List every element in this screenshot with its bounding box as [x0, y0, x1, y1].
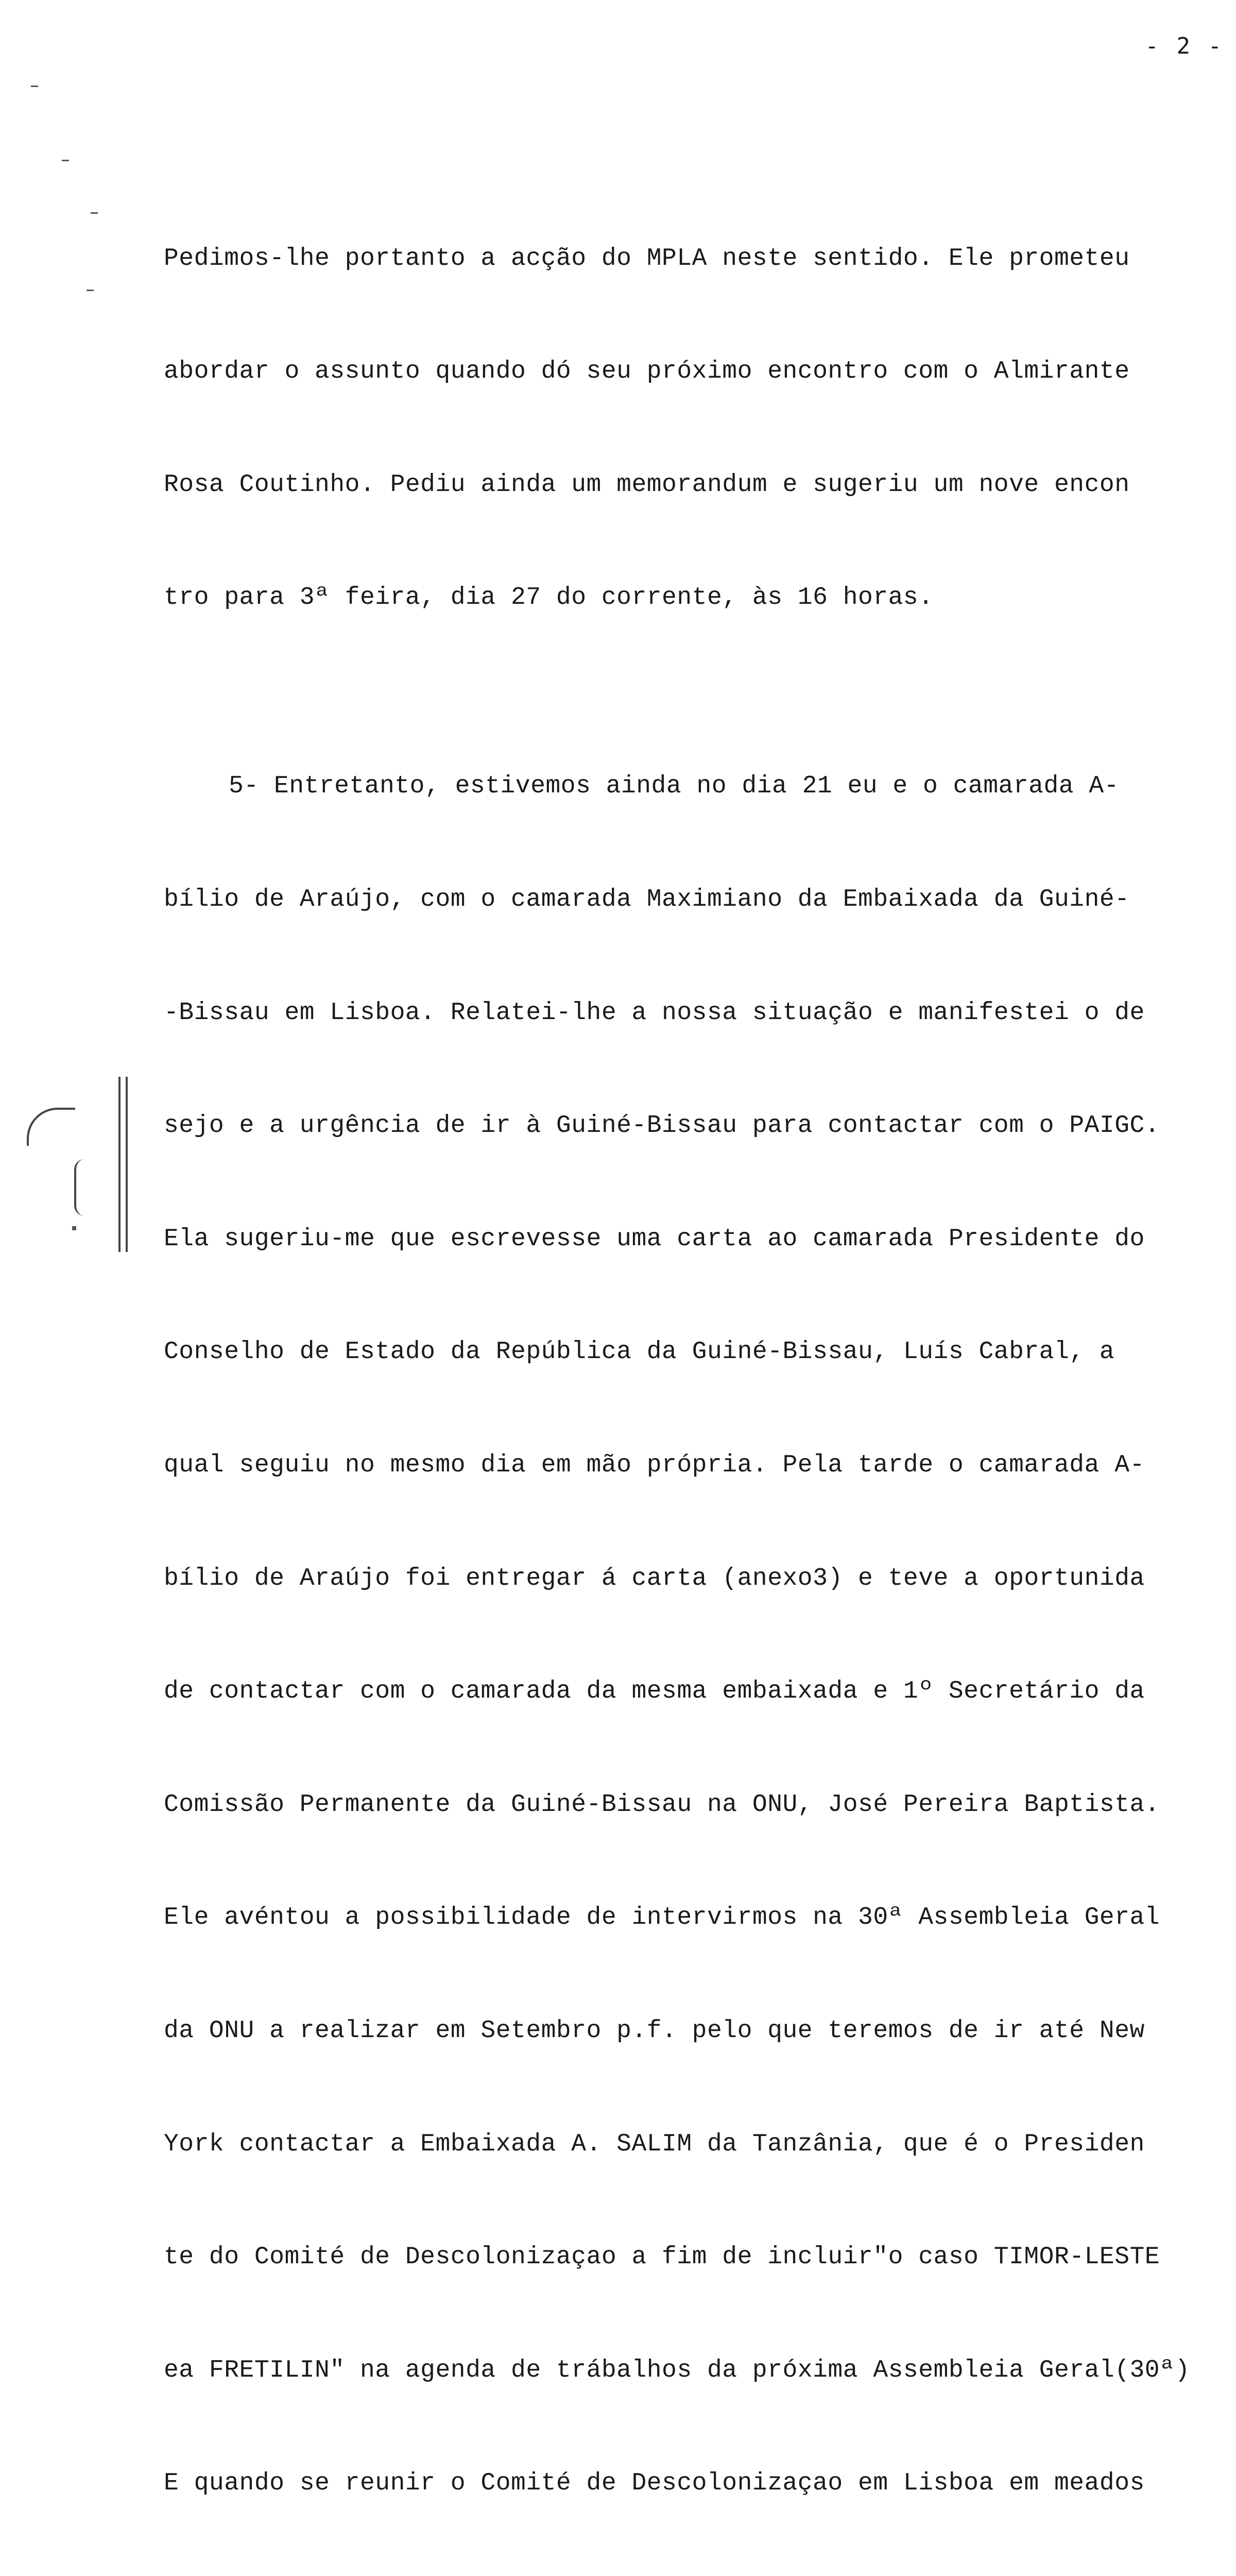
text-line: Ela sugeriu-me que escrevesse uma carta ao camarada Presidente do	[164, 1225, 1145, 1253]
margin-tick	[91, 212, 98, 214]
text-line: ea FRETILIN" na agenda de trábalhos da próxima Assembleia Geral(30ª)	[164, 2356, 1190, 2384]
margin-bracket	[27, 1108, 75, 1146]
text-line: bílio de Araújo foi entregar á carta (anexo3) e teve a oportunida	[164, 1564, 1145, 1592]
text-line: Rosa Coutinho. Pediu ainda um memorandum e sugeriu um nove encon	[164, 470, 1130, 499]
margin-tick	[31, 86, 38, 87]
text-line: da ONU a realizar em Setembro p.f. pelo que teremos de ir até New	[164, 2016, 1145, 2045]
margin-double-line	[118, 1077, 128, 1252]
text-line: Ele avéntou a possibilidade de intervirmos na 30ª Assembleia Geral	[164, 1904, 1160, 1932]
text-line: te do Comité de Descolonizaçao a fim de incluir"o caso TIMOR-LESTE	[164, 2243, 1160, 2272]
text-line: abordar o assunto quando dó seu próximo encontro com o Almirante	[164, 358, 1130, 386]
text-line: sejo e a urgência de ir à Guiné-Bissau para contactar com o PAIGC.	[164, 1112, 1160, 1140]
margin-tick	[62, 160, 69, 161]
typed-letter-body	[164, 127, 1214, 2576]
margin-tick	[72, 1226, 76, 1230]
text-line: 5- Entretanto, estivemos ainda no dia 21 eu e o camarada A-	[229, 772, 1119, 801]
page-number: - 2 -	[1145, 33, 1224, 59]
text-line: de contactar com o camarada da mesma embaixada e 1º Secretário da	[164, 1677, 1145, 1706]
text-line: Conselho de Estado da República da Guiné-Bissau, Luís Cabral, a	[164, 1338, 1115, 1366]
text-line: York contactar a Embaixada A. SALIM da Tanzânia, que é o Presiden	[164, 2130, 1145, 2158]
text-line: bílio de Araújo, com o camarada Maximiano da Embaixada da Guiné-	[164, 885, 1130, 913]
margin-bracket	[74, 1159, 87, 1216]
text-line: Pedimos-lhe portanto a acção do MPLA neste sentido. Ele prometeu	[164, 244, 1130, 273]
text-line: E quando se reunir o Comité de Descolonizaçao em Lisboa em meados	[164, 2469, 1145, 2498]
text-line: qual seguiu no mesmo dia em mão própria. Pela tarde o camarada A-	[164, 1451, 1145, 1479]
text-line: tro para 3ª feira, dia 27 do corrente, às 16 horas.	[164, 584, 934, 612]
text-line: -Bissau em Lisboa. Relatei-lhe a nossa situação e manifestei o de	[164, 998, 1145, 1027]
text-line: Comissão Permanente da Guiné-Bissau na ONU, José Pereira Baptista.	[164, 1790, 1160, 1819]
margin-tick	[87, 290, 94, 291]
